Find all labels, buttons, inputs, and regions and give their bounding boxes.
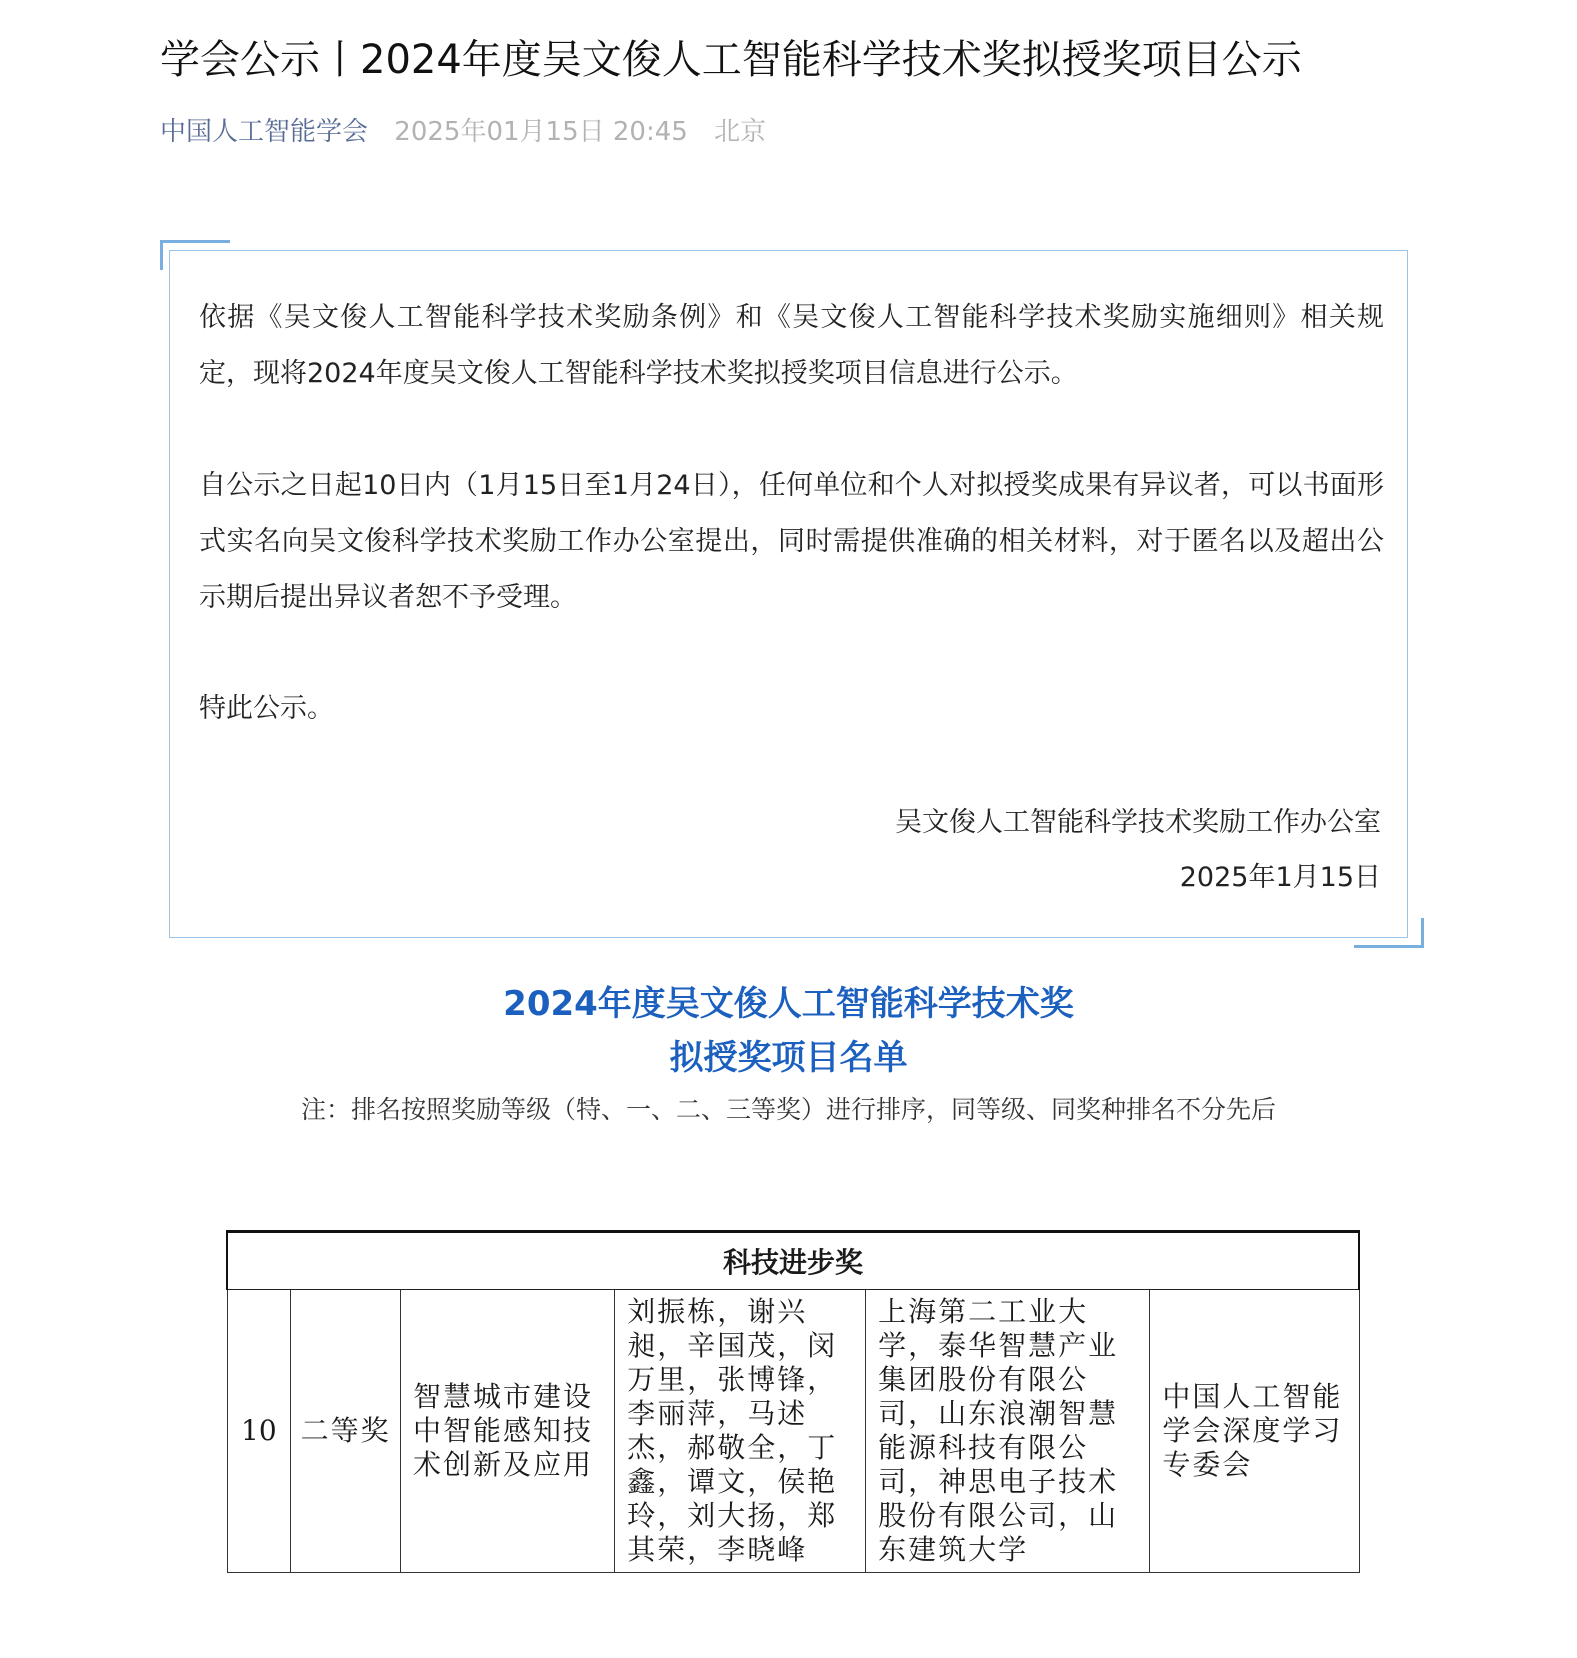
box-corner-decoration bbox=[1354, 945, 1424, 948]
notice-paragraph: 依据《吴文俊人工智能科学技术奖励条例》和《吴文俊人工智能科学技术奖励实施细则》相关规定，现将2024年度吴文俊人工智能科学技术奖拟授奖项目信息进行公示。 bbox=[199, 302, 1384, 389]
award-table bbox=[226, 1230, 1360, 1573]
notice-closing: 特此公示。 bbox=[199, 693, 334, 724]
project-name-text: 智慧城市建设中智能感知技术创新及应用 bbox=[413, 1380, 594, 1481]
box-corner-decoration bbox=[1421, 918, 1424, 948]
box-corner-decoration bbox=[160, 240, 230, 243]
box-corner-decoration bbox=[160, 240, 163, 270]
project-organizations-text: 上海第二工业大学，泰华智慧产业集团股份有限公司，山东浪潮智慧能源科技有限公司，神思电子技术股份有限公司，山东建筑大学 bbox=[878, 1295, 1119, 1566]
award-level: 二等奖 bbox=[291, 1290, 401, 1573]
project-members-text: 刘振栋，谢兴昶，辛国茂，闵万里，张博锋，李丽萍，马述杰，郝敬全，丁鑫，谭文，侯艳玲，刘大扬，郑其荣，李晓峰 bbox=[627, 1295, 838, 1566]
account-name-link[interactable]: 中国人工智能学会 bbox=[160, 117, 369, 147]
project-organizations bbox=[866, 1290, 1150, 1573]
publish-time: 2025年01月15日 20:45 bbox=[394, 117, 688, 147]
article-meta bbox=[160, 112, 766, 152]
row-number: 10 bbox=[227, 1290, 291, 1573]
table-category-header: 科技进步奖 bbox=[227, 1232, 1359, 1290]
project-nominator-text: 中国人工智能学会深度学习专委会 bbox=[1162, 1380, 1343, 1481]
table-row bbox=[227, 1290, 1359, 1573]
list-subtitle: 拟授奖项目名单 bbox=[669, 1038, 908, 1078]
project-name bbox=[401, 1290, 615, 1573]
article-title: 学会公示丨2024年度吴文俊人工智能科学技术奖拟授奖项目公示 bbox=[160, 37, 1302, 83]
notice-paragraph: 自公示之日起10日内（1月15日至1月24日），任何单位和个人对拟授奖成果有异议者，可以书面形式实名向吴文俊科学技术奖励工作办公室提出，同时需提供准确的相关材料，对于匿名以及超出公示期后提出异议者恕不予受理。 bbox=[199, 470, 1384, 613]
project-nominator bbox=[1150, 1290, 1359, 1573]
signature-date: 2025年1月15日 bbox=[1179, 862, 1381, 893]
list-note: 注：排名按照奖励等级（特、一、二、三等奖）进行排序，同等级、同奖种排名不分先后 bbox=[300, 1095, 1276, 1124]
publish-location: 北京 bbox=[714, 117, 767, 147]
signature-office: 吴文俊人工智能科学技术奖励工作办公室 bbox=[895, 807, 1381, 838]
project-members bbox=[615, 1290, 866, 1573]
list-title: 2024年度吴文俊人工智能科学技术奖 bbox=[503, 984, 1074, 1024]
